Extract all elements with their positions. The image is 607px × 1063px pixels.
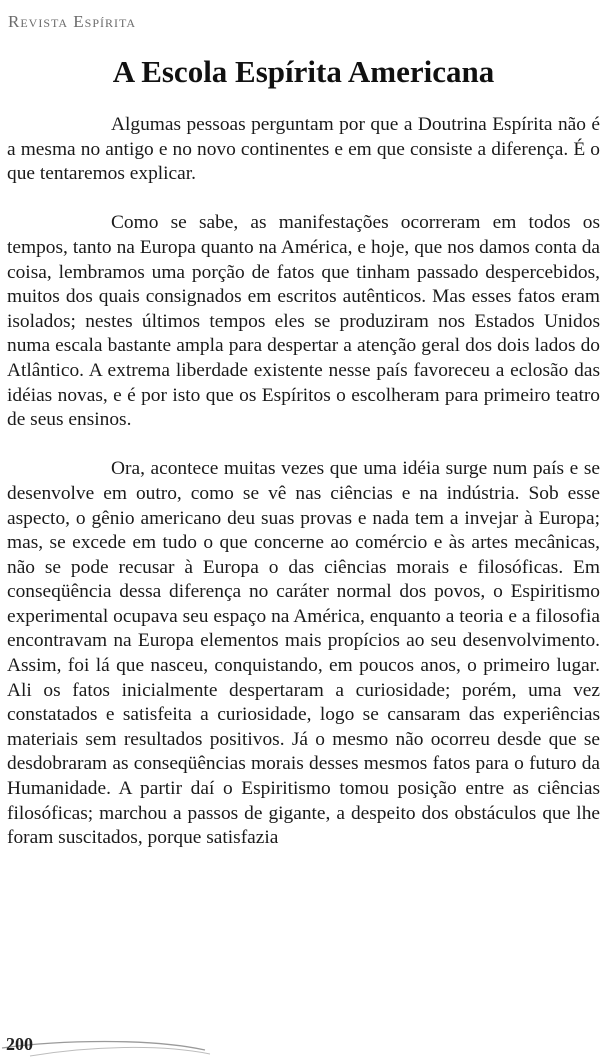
footer-swoosh-ornament (0, 1036, 220, 1060)
article-body (7, 113, 600, 851)
running-header: Revista Espírita (8, 12, 137, 31)
article-title: A Escola Espírita Americana (112, 54, 495, 89)
paragraph-1: Algumas pessoas perguntam por que a Doutrina Espírita não é a mesma no antigo e no novo continentes e em que consiste a diferença. É o que tentaremos explicar. (7, 114, 600, 185)
paragraph-3: Ora, acontece muitas vezes que uma idéia surge num país e se desenvolve em outro, como se vê nas ciências e na indústria. Sob esse aspecto, o gênio americano deu suas provas e nada tem a invejar à Europa; mas, se excede em tudo o que concerne ao comércio e às artes mecânicas, não se pode recusar à Europa o das ciências morais e filosóficas. Em conseqüência dessa diferença no caráter normal dos povos, o Espiritismo experimental ocupava seu espaço na América, enquanto a teoria e a filosofia encontravam na Europa elementos mais propícios ao seu desenvolvimento. Assim, foi lá que nasceu, conquistando, em poucos anos, o primeiro lugar. Ali os fatos inicialmente despertaram a curiosidade; porém, uma vez constatados e satisfeita a curiosidade, logo se cansaram das experiências materiais sem resultados positivos. Já o mesmo não ocorreu desde que se desdobraram as conseqüências morais desses mesmos fatos para o futuro da Humanidade. A partir daí o Espiritismo tomou posição entre as ciências filosóficas; marchou a passos de gigante, a despeito dos obstáculos que lhe foram suscitados, porque satisfazia (7, 458, 600, 849)
page-number: 200 (6, 1034, 33, 1054)
paragraph-2: Como se sabe, as manifestações ocorreram em todos os tempos, tanto na Europa quanto na América, e hoje, que nos damos conta da coisa, lembramos uma porção de fatos que tinham passado despercebidos, muitos dos quais consignados em escritos autênticos. Mas esses fatos eram isolados; nestes últimos tempos eles se produziram nos Estados Unidos numa escala bastante ampla para despertar a atenção geral dos dois lados do Atlântico. A extrema liberdade existente nesse país favoreceu a eclosão das idéias novas, e é por isto que os Espíritos o escolheram para primeiro teatro de seus ensinos. (7, 212, 600, 431)
